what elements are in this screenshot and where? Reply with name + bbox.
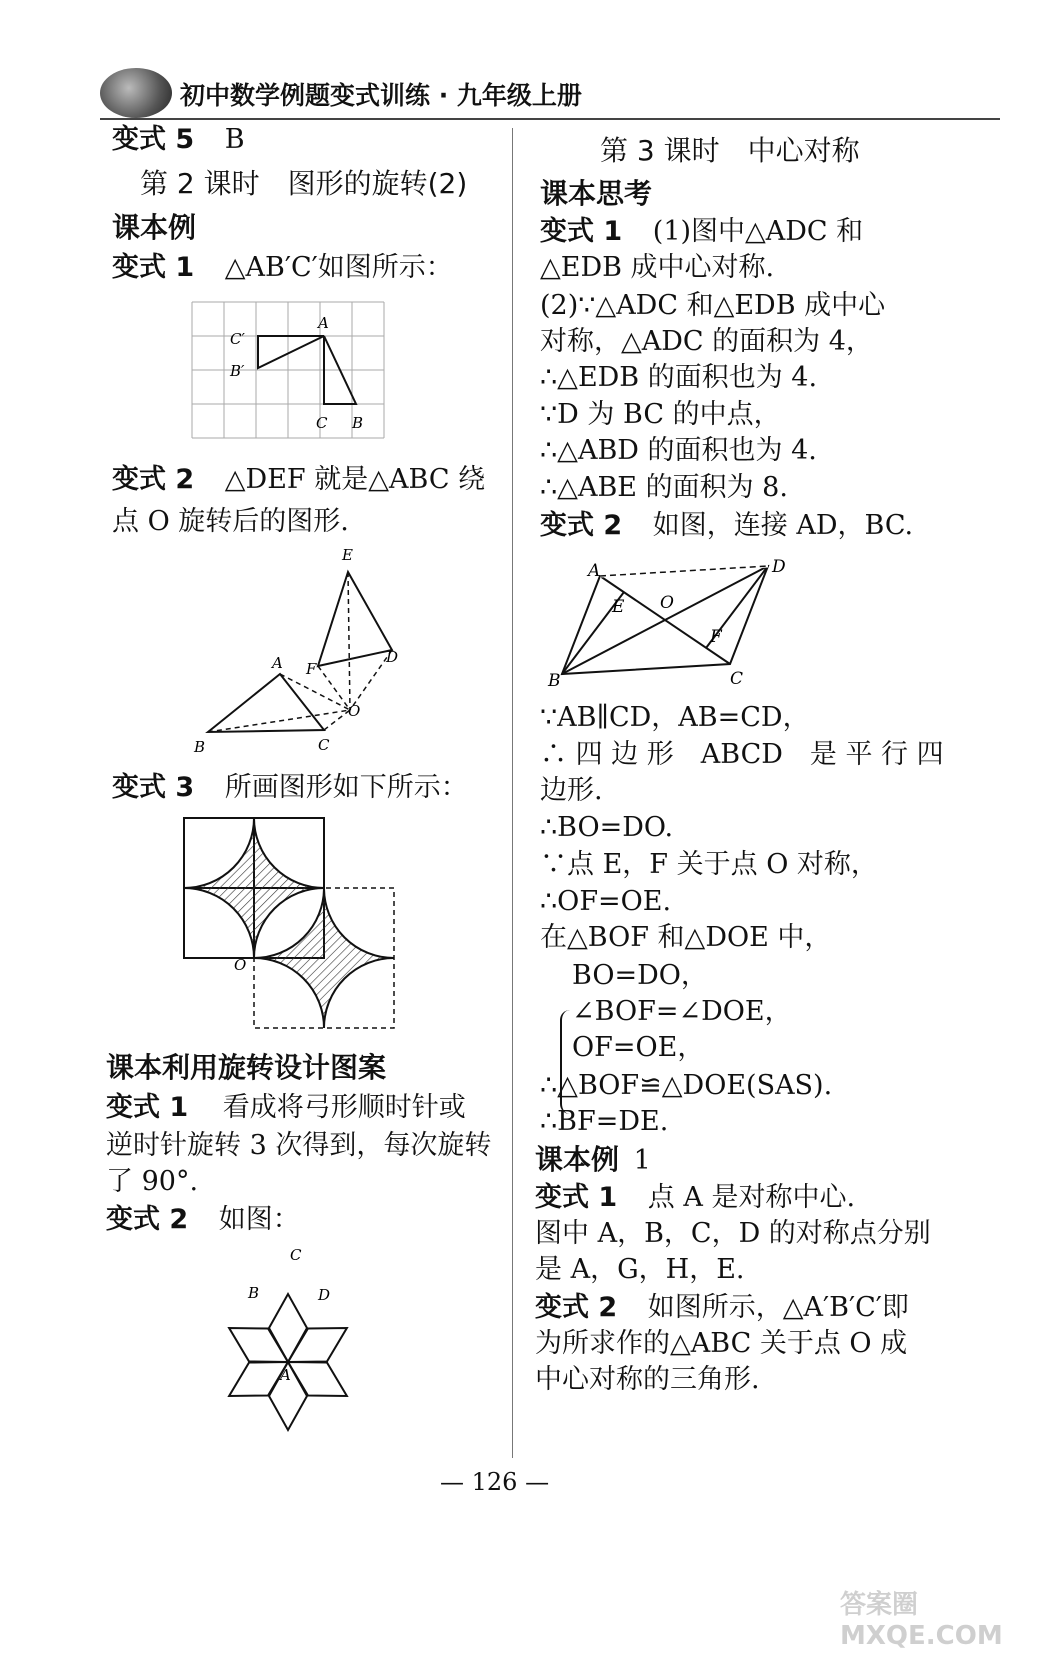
- fig2-label-d: D: [386, 648, 399, 666]
- left-bs1-text: △AB′C′如图所示：: [224, 252, 453, 283]
- left-design-bs1-label: 变式 1: [106, 1092, 189, 1123]
- header-rule: [100, 118, 1000, 120]
- right-bs1-line4: 对称，△ADC 的面积为 4，: [540, 326, 873, 357]
- figure-grid-rotation: [190, 300, 390, 440]
- fig3-label-o: O: [234, 956, 247, 974]
- right-bs1-line7: ∴△ABD 的面积也为 4.: [540, 435, 817, 466]
- left-bs2-line2: 点 O 旋转后的图形.: [112, 506, 349, 537]
- left-bs2-label: 变式 2: [112, 464, 195, 495]
- fig2-label-b: B: [194, 738, 206, 756]
- right-kebenli-label: 课本例: [535, 1143, 620, 1176]
- fig1-label-c-prime: C′: [230, 330, 245, 348]
- figure-rhombus-star: [200, 1240, 380, 1450]
- fig1-label-b-prime: B′: [230, 362, 245, 380]
- fig1-label-a: A: [318, 314, 329, 332]
- proof-line9: ∴BF=DE.: [540, 1106, 669, 1137]
- bianshi5-line: [112, 122, 245, 158]
- left-design-bs1-line1: [106, 1090, 466, 1126]
- fig5-label-e: E: [612, 597, 625, 617]
- fig5-label-b: B: [548, 671, 561, 691]
- right-bs2-label: 变式 2: [540, 510, 623, 541]
- fig1-label-b: B: [352, 414, 364, 432]
- fig2-label-c: C: [318, 736, 330, 754]
- right-bs1-line3: (2)∵△ADC 和△EDB 成中心: [540, 290, 886, 321]
- figure-parallelogram: [540, 552, 800, 698]
- left-design-bs1-line2: 逆时针旋转 3 次得到，每次旋转: [106, 1130, 492, 1161]
- left-heading-design: 课本利用旋转设计图案: [106, 1051, 387, 1084]
- page-number: — 126 —: [440, 1468, 550, 1496]
- right-bs1-line1: [540, 214, 863, 250]
- right-bs1-text1: (1)图中△ADC 和: [652, 216, 864, 247]
- right-bs1-line2: △EDB 成中心对称.: [540, 252, 775, 283]
- left-design-bs1-line3: 了 90°.: [106, 1166, 199, 1197]
- fig5-label-f: F: [710, 627, 722, 647]
- proof-line1: ∵AB∥CD，AB=CD，: [540, 702, 810, 733]
- right-bs2-text: 如图，连接 AD，BC.: [652, 510, 914, 541]
- fig2-label-a: A: [272, 654, 283, 672]
- fig4-label-a: A: [280, 1366, 291, 1384]
- fig4-label-c: C: [290, 1246, 302, 1264]
- right-bs1-line5: ∴△EDB 的面积也为 4.: [540, 362, 818, 393]
- left-design-bs2-text: 如图：: [218, 1204, 300, 1235]
- left-bs2-text1: △DEF 就是△ABC 绕: [224, 464, 486, 495]
- proof-line8: ∴△BOF≌△DOE(SAS).: [540, 1070, 833, 1101]
- left-bs3-text: 所画图形如下所示：: [224, 772, 468, 803]
- fig5-label-a: A: [588, 561, 601, 581]
- left-design-bs1-text1: 看成将弓形顺时针或: [222, 1092, 466, 1123]
- fig4-label-d: D: [318, 1286, 331, 1304]
- column-divider: [512, 128, 513, 1458]
- left-bs1-line: [112, 250, 453, 286]
- right-section-title: 第 3 课时 中心对称: [600, 134, 860, 167]
- left-section-title: 第 2 课时 图形的旋转(2): [140, 167, 468, 200]
- figure-astroid-squares: [170, 810, 410, 1038]
- fig2-label-f: F: [306, 660, 317, 678]
- fig1-label-c: C: [316, 414, 328, 432]
- right-heading-sikao: 课本思考: [540, 177, 653, 210]
- proof-brace-line1: BO=DO，: [572, 960, 708, 991]
- header-logo: [100, 68, 172, 118]
- fig5-label-d: D: [772, 557, 786, 577]
- proof-line6: ∴OF=OE.: [540, 886, 672, 917]
- proof-line5: ∵点 E，F 关于点 O 对称，: [540, 849, 878, 880]
- right-bs2-line: [540, 508, 913, 544]
- right-li-bs2-label: 变式 2: [535, 1292, 618, 1323]
- fig2-label-o: O: [348, 702, 361, 720]
- proof-brace-line2: ∠BOF=∠DOE，: [572, 996, 792, 1027]
- fig4-label-b: B: [248, 1284, 260, 1302]
- header-title: 初中数学例题变式训练 · 九年级上册: [180, 81, 582, 110]
- right-heading-kebenli1: [535, 1142, 651, 1179]
- bianshi5-answer: B: [224, 124, 245, 155]
- proof-line2: ∴ 四 边 形 ABCD 是 平 行 四: [540, 739, 944, 770]
- fig5-label-c: C: [730, 669, 744, 689]
- right-li-bs1-line2: 图中 A，B，C，D 的对称点分别: [535, 1218, 931, 1249]
- proof-line7: 在△BOF 和△DOE 中，: [540, 922, 832, 953]
- right-li-bs2-line2: 为所求作的△ABC 关于点 O 成: [535, 1328, 908, 1359]
- left-bs3-line: [112, 770, 468, 806]
- left-heading-kebenli: 课本例: [112, 211, 197, 244]
- right-li-bs2-line1: [535, 1290, 909, 1326]
- right-li-bs1-line1: [535, 1180, 855, 1216]
- bianshi5-label: 变式 5: [112, 124, 195, 155]
- right-li-bs1-text1: 点 A 是对称中心.: [647, 1182, 856, 1213]
- right-li-bs1-label: 变式 1: [535, 1182, 618, 1213]
- right-bs1-line6: ∵D 为 BC 的中点，: [540, 399, 781, 430]
- right-li-bs2-text1: 如图所示，△A′B′C′即: [647, 1292, 909, 1323]
- fig2-label-e: E: [342, 546, 353, 564]
- watermark: 答案圈 MXQE.COM: [840, 1590, 1003, 1651]
- proof-line4: ∴BO=DO.: [540, 812, 674, 843]
- left-bs1-label: 变式 1: [112, 252, 195, 283]
- fig5-label-o: O: [660, 593, 674, 613]
- figure-triangle-rotation: [190, 540, 410, 760]
- left-bs2-line1: [112, 462, 485, 498]
- right-bs1-line8: ∴△ABE 的面积为 8.: [540, 472, 788, 503]
- left-bs3-label: 变式 3: [112, 772, 195, 803]
- proof-line3: 边形.: [540, 775, 603, 806]
- left-design-bs2-label: 变式 2: [106, 1204, 189, 1235]
- right-li-bs1-line3: 是 A，G，H，E.: [535, 1254, 745, 1285]
- proof-brace-line3: OF=OE，: [572, 1032, 705, 1063]
- right-bs1-label: 变式 1: [540, 216, 623, 247]
- right-kebenli-number: 1: [633, 1145, 651, 1176]
- left-design-bs2-line: [106, 1202, 300, 1238]
- right-li-bs2-line3: 中心对称的三角形.: [535, 1364, 760, 1395]
